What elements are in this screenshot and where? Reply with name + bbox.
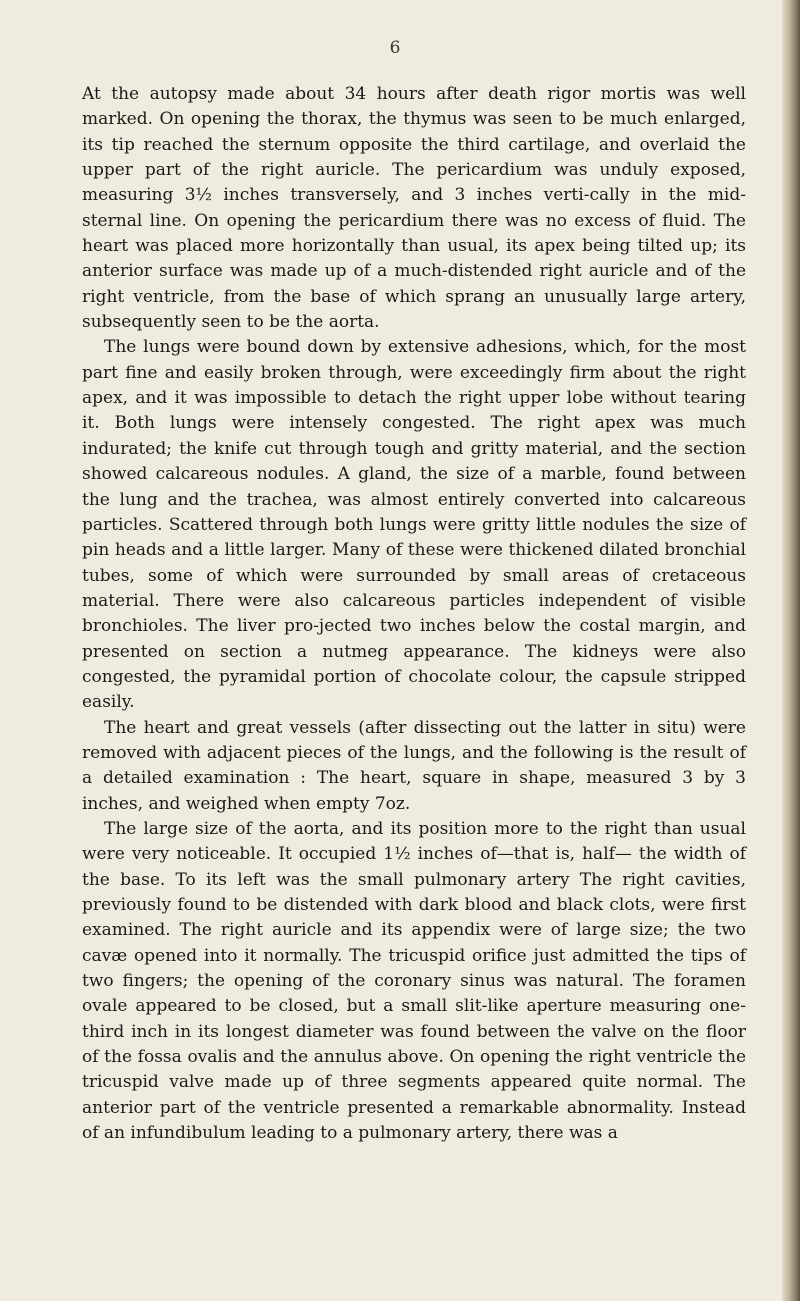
body-text (82, 82, 746, 1146)
paragraph-autopsy: At the autopsy made about 34 hours after death rigor mortis was well marked. On opening the thorax, the thymus was seen to be much enlarged, its tip reached the sternum opposite the third cartilage, and overlaid the upper part of the right auricle. The pericardium was unduly exposed, measuring 3½ inches transversely, and 3 inches verti-cally in the mid-sternal line. On opening the pericardium there was no excess of fluid. The heart was placed more horizontally than usual, its apex being tilted up; its anterior surface was made up of a much-distended right auricle and of the right ventricle, from the base of which sprang an unusually large artery, subsequently seen to be the aorta. (82, 84, 746, 333)
page-edge-shadow (782, 0, 800, 1301)
paragraph-aorta: The large size of the aorta, and its position more to the right than usual were very noticeable. It occupied 1½ inches of—that is, half— the width of the base. To its left was the small pulmonary artery The right cavities, previously found to be distended with dark blood and black clots, were first examined. The right auricle and its appendix were of large size; the two cavæ opened into it normally. The tricuspid orifice just admitted the tips of two fingers; the opening of the coronary sinus was natural. The foramen ovale appeared to be closed, but a small slit-like aperture measuring one-third inch in its longest diameter was found between the valve on the floor of the fossa ovalis and the annulus above. On opening the right ventricle the tricuspid valve made up of three segments appeared quite normal. The anterior part of the ventricle presented a remarkable abnormality. Instead of an infundibulum leading to a pulmonary artery, there was a (82, 818, 746, 1144)
page-number: 6 (389, 38, 401, 58)
paragraph-heart-removal: The heart and great vessels (after dissecting out the latter in situ) were removed with adjacent pieces of the lungs, and the following is the result of a detailed examination : The heart, square in shape, measured 3 by 3 inches, and weighed when empty 7oz. (82, 717, 746, 814)
paragraph-lungs: The lungs were bound down by extensive adhesions, which, for the most part fine and easily broken through, were exceedingly firm about the right apex, and it was impossible to detach the right upper lobe without tearing it. Both lungs were intensely congested. The right apex was much indurated; the knife cut through tough and gritty material, and the section showed calcareous nodules. A gland, the size of a marble, found between the lung and the trachea, was almost entirely converted into calcareous particles. Scattered through both lungs were gritty little nodules the size of pin heads and a little larger. Many of these were thickened dilated bronchial tubes, some of which were surrounded by small areas of cretaceous material. There were also calcareous particles independent of visible bronchioles. The liver pro-jected two inches below the costal margin, and presented on section a nutmeg appearance. The kidneys were also congested, the pyramidal portion of chocolate colour, the capsule stripped easily. (82, 337, 746, 713)
